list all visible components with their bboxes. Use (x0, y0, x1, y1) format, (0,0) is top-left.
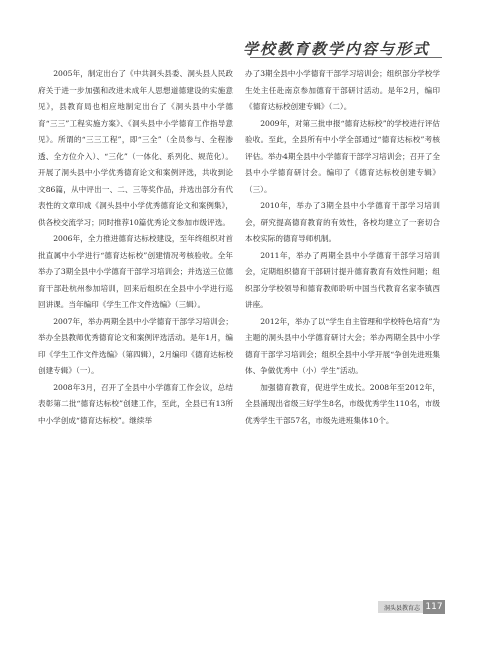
paragraph: 2006年，全力推进德育达标校建设，至年终组织对首批直属中小学进行“德育达标校”创建情况考核验收。全年举办了3期全县中小学德育干部学习培训会；并选送三位德育干部赴杭州参加培训，回来后组织在全县中小学进行巡回讲课。当年编印《学生工作文件选编》（三辑）。 (38, 234, 233, 309)
footer-source: 洞头县教育志 (384, 604, 421, 612)
header-rule (250, 57, 442, 58)
paragraph: 2005年，制定出台了《中共洞头县委、洞头县人民政府关于进一步加强和改进未成年人思想道德建设的实施意见》，县教育局也相应地制定出台了《洞头县中小学德育“三三”工程实施方案》、《洞头县中小学德育工作指导意见》。所谓的“三三工程”，即“三全”（全员参与、全程渗透、全方位介入）、“三化”（一体化、系列化、规范化）。开展了洞头县中小学优秀德育论文和案例评选，共收到论文86篇，从中评出一、二、三等奖作品，并选出部分有代表性的文章印成《洞头县中小学优秀德育论文和案例集》，供各校交流学习；同时推荐10篇优秀论文参加市级评选。 (38, 69, 233, 227)
paragraph: 办了3期全县中小学德育干部学习培训会；组织部分学校学生处主任赴南京参加德育干部研讨活动。是年2月，编印《德育达标校创建专辑》（二）。 (245, 69, 440, 111)
paragraph: 2010年，举办了3期全县中小学德育干部学习培训会，研究提高德育教育的有效性，各校均建立了一套切合本校实际的德育导师机制。 (245, 201, 440, 243)
paragraph: 2011年，举办了两期全县中小学德育干部学习培训会，定期组织德育干部研讨提升德育教育有效性问题；组织部分学校领导和德育教师聆听中国当代教育名家李镇西讲座。 (245, 250, 440, 309)
paragraph: 2008年3月，召开了全县中小学德育工作会议，总结表彰第二批“德育达标校”创建工作，至此，全县已有13所中小学创成“德育达标校”。继续举 (38, 382, 233, 425)
right-column (245, 66, 440, 429)
paragraph: 加强德育教育，促进学生成长。2008年至2012年，全县涌现出省级三好学生8名，市级优秀学生110名，市级优秀学生干部57名，市级先进班集体10个。 (245, 382, 440, 425)
page-number: 117 (423, 600, 445, 614)
paragraph: 2009年，对第三批申报“德育达标校”的学校进行评估验收。至此，全县所有中小学全部通过“德育达标校”考核评估。举办4期全县中小学德育干部学习培训会；召开了全县中小学德育研讨会。编印了《德育达标校创建专辑》（三）。 (245, 118, 440, 194)
left-column (38, 66, 233, 429)
paragraph: 2007年，举办两期全县中小学德育干部学习培训会；举办全县教师优秀德育论文和案例评选活动。是年1月，编印《学生工作文件选编》（第四辑），2月编印《德育达标校创建专辑》（一）。 (38, 316, 233, 375)
running-title: 学校教育教学内容与形式 (242, 40, 430, 58)
paragraph: 2012年，举办了以“学生自主管理和学校特色培育”为主题的洞头县中小学德育研讨大会；举办两期全县中小学德育干部学习培训会；组织全县中小学开展“争创先进班集体、争做优秀中（小）学生”活动。 (245, 316, 440, 375)
